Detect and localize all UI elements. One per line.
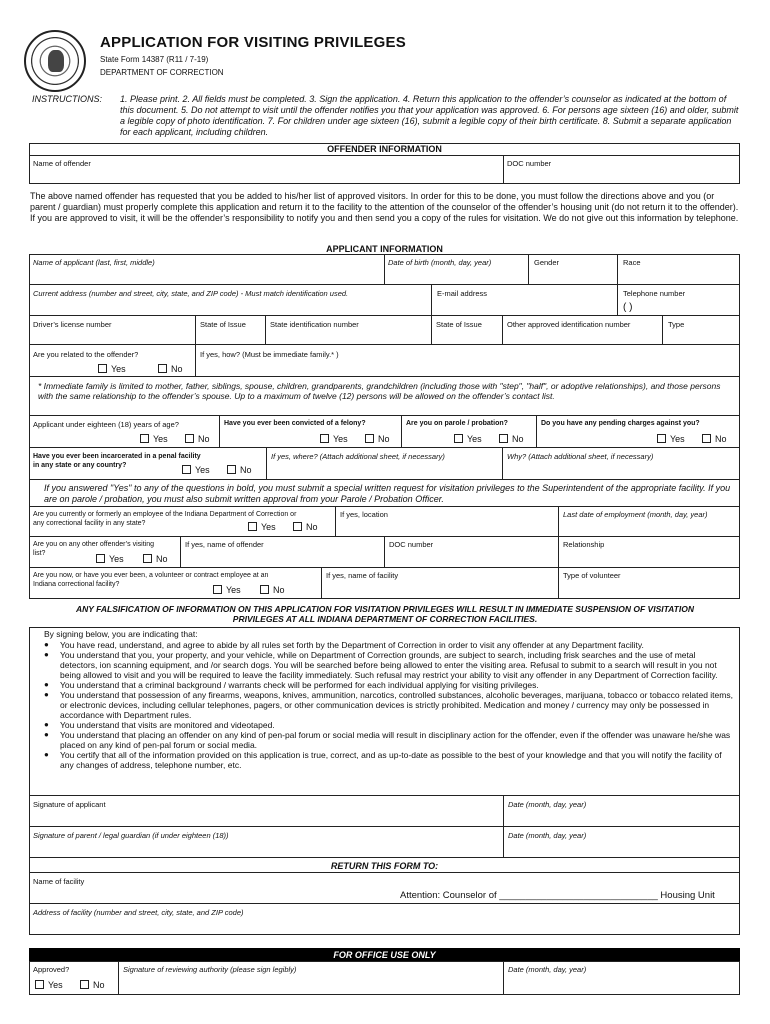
attention-line: Attention: Counselor of ______________________________ Housing Unit <box>400 890 715 901</box>
why-field[interactable] <box>502 447 740 480</box>
agreement-item <box>44 650 734 680</box>
pending-no-checkbox[interactable]: No <box>702 434 727 444</box>
approved-field <box>29 961 119 995</box>
facility-address-field[interactable] <box>29 903 740 935</box>
instructions-text: 1. Please print. 2. All fields must be completed. 3. Sign the application. 4. Return this application to the offender’s counselor as indicated at the bottom of this document. 5. Do not attempt to visit until the offender notifies you that your application was approved. 6. For persons age sixteen (16) and older, submit a legible copy of photo identification. 7. For children under age sixteen (16), submit a legible copy of their birth certificate. 8. Submit a separate application for each applicant, including children. <box>120 94 739 137</box>
pending-field <box>536 415 740 448</box>
dob-field[interactable] <box>384 254 529 285</box>
incarcerated-no-checkbox[interactable]: No <box>227 465 252 475</box>
department: DEPARTMENT OF CORRECTION <box>100 68 224 77</box>
offender-doc-field[interactable] <box>503 155 740 184</box>
agreement-item-text: You have read, understand, and agree to abide by all rules set forth by the Department of Correction in order to visit any offender at any Department facility. <box>60 640 644 650</box>
id-type-label: Type <box>668 320 685 329</box>
other-offender-name-field[interactable] <box>180 536 385 568</box>
approved-no-checkbox[interactable]: No <box>80 980 105 990</box>
bullet-icon: ● <box>44 680 49 689</box>
agreement-item <box>44 680 734 690</box>
parole-label: Are you on parole / probation? <box>406 420 508 427</box>
offender-name-label: Name of offender <box>33 159 91 168</box>
employee-no-checkbox[interactable]: No <box>293 522 318 532</box>
incarcerated-yes-checkbox[interactable]: Yes <box>182 465 210 475</box>
employee-label: Are you currently or formerly an employee of the Indiana Department of Correction or any correctional facility in any state? <box>33 511 297 527</box>
state-seal-icon <box>24 30 86 92</box>
felony-field <box>219 415 402 448</box>
bullet-icon: ● <box>44 650 49 659</box>
employee-location-field[interactable] <box>335 506 559 537</box>
applicant-date-field[interactable] <box>503 795 740 827</box>
applicant-name-label: Name of applicant (last, first, middle) <box>33 258 155 267</box>
address-label: Current address (number and street, city, state, and ZIP code) - Must match identification used. <box>33 289 349 298</box>
authority-signature-field[interactable] <box>118 961 504 995</box>
other-doc-field[interactable] <box>384 536 559 568</box>
applicant-signature-field[interactable] <box>29 795 504 827</box>
other-list-field <box>29 536 181 568</box>
bold-note: If you answered "Yes" to any of the questions in bold, you must submit a special written request for visitation privileges to the Superintendent of the appropriate facility. If you are on parole / probation, you must also submit written approval from your Parole / Probation Officer. <box>44 483 731 504</box>
agreement-item <box>44 730 734 750</box>
other-doc-label: DOC number <box>389 540 434 549</box>
facility-address-label: Address of facility (number and street, city, state, and ZIP code) <box>33 908 244 917</box>
address-field[interactable] <box>29 284 432 316</box>
race-field[interactable] <box>617 254 740 285</box>
under18-label: Applicant under eighteen (18) years of age? <box>33 420 179 429</box>
gender-label: Gender <box>534 258 560 267</box>
applicant-heading: APPLICANT INFORMATION <box>326 244 443 254</box>
bullet-icon: ● <box>44 730 49 739</box>
agreement-item-text: You understand that you, your property, and your vehicle, while on Department of Correction grounds, are subject to search, including frisk searches and the use of metal detectors, ion scanning equipment, and /or search dogs. You will be searched before being allowed to enter the visiting area. Refusal to submit to a search will result in you not being allowed to visit and you will be required to leave the facility immediately. Such refusal may restrict your ability to visit any offender in any Department of Correction facility. <box>60 650 718 680</box>
applicant-date-label: Date (month, day, year) <box>508 800 587 809</box>
incarcerated-label: Have you ever been incarcerated in a penal facility in any state or any country? <box>33 453 201 469</box>
form-number: State Form 14387 (R11 / 7-19) <box>100 55 209 64</box>
phone-field[interactable] <box>617 284 740 316</box>
parent-signature-label: Signature of parent / legal guardian (if under eighteen (18)) <box>33 831 229 840</box>
parole-no-checkbox[interactable]: No <box>499 434 524 444</box>
under18-no-checkbox[interactable]: No <box>185 434 210 444</box>
office-date-field[interactable] <box>503 961 740 995</box>
notice-text: The above named offender has requested that you be added to his/her list of approved visitors. In order for this to be done, you must follow the directions above and you (or parent / guardian) must properly complete this application and return it to the facility to the attention of the counselor of the offender’s housing unit (do not return it to the offender). If you are approved to visit, it will be the offender’s responsibility to notify you and then send you a copy of the rules for visitation. We do not give out this information by telephone. <box>30 191 739 223</box>
dl-state-label: State of Issue <box>200 320 246 329</box>
under18-yes-checkbox[interactable]: Yes <box>140 434 168 444</box>
bold-note-box <box>29 479 740 507</box>
office-date-label: Date (month, day, year) <box>508 965 587 974</box>
bullet-icon: ● <box>44 690 49 699</box>
volunteer-label: Are you now, or have you ever been, a volunteer or contract employee at an Indiana correctional facility? <box>33 572 269 588</box>
felony-yes-checkbox[interactable]: Yes <box>320 434 348 444</box>
approved-yes-checkbox[interactable]: Yes <box>35 980 63 990</box>
parole-yes-checkbox[interactable]: Yes <box>454 434 482 444</box>
other-id-label: Other approved identification number <box>507 320 631 329</box>
where-label: If yes, where? (Attach additional sheet, if necessary) <box>271 452 445 461</box>
offender-doc-label: DOC number <box>507 159 552 168</box>
email-field[interactable] <box>431 284 618 316</box>
volunteer-no-checkbox[interactable]: No <box>260 585 285 595</box>
incarcerated-field <box>29 447 267 480</box>
applicant-name-field[interactable] <box>29 254 385 285</box>
agreement-item-text: You understand that placing an offender on any kind of pen-pal forum or social media will result in disciplinary action for the offender, even if the offender was unaware he/she was placed on any kind of pen-pal forum or social media. <box>60 730 731 750</box>
instructions-label: INSTRUCTIONS: <box>32 94 103 104</box>
agreement-item <box>44 690 734 720</box>
return-heading: RETURN THIS FORM TO: <box>330 861 439 871</box>
volunteer-type-label: Type of volunteer <box>563 571 621 580</box>
facility-name-label: If yes, name of facility <box>326 571 399 580</box>
dl-field[interactable] <box>29 315 196 345</box>
relationship-field[interactable] <box>558 536 740 568</box>
facility-return-label: Name of facility <box>33 877 85 886</box>
race-label: Race <box>623 258 641 267</box>
other-list-label: Are you on any other offender’s visiting list? <box>33 541 155 557</box>
facility-return-field[interactable] <box>29 872 740 904</box>
sid-state-label: State of Issue <box>436 320 482 329</box>
relation-label: If yes, how? (Must be immediate family.* ) <box>200 350 339 359</box>
other-list-no-checkbox[interactable]: No <box>143 554 168 564</box>
employee-yes-checkbox[interactable]: Yes <box>248 522 276 532</box>
dl-state-field[interactable] <box>195 315 266 345</box>
agreement-item-text: You understand that visits are monitored and videotaped. <box>60 720 275 730</box>
felony-no-checkbox[interactable]: No <box>365 434 390 444</box>
parole-field <box>401 415 537 448</box>
under18-field <box>29 415 220 448</box>
parent-signature-field[interactable] <box>29 826 504 858</box>
parent-date-label: Date (month, day, year) <box>508 831 587 840</box>
volunteer-yes-checkbox[interactable]: Yes <box>213 585 241 595</box>
phone-label: Telephone number <box>623 289 686 298</box>
office-heading: FOR OFFICE USE ONLY <box>29 948 740 962</box>
offender-name-field[interactable] <box>29 155 504 184</box>
agreement-item-text: You understand that possession of any firearms, weapons, knives, ammunition, narcotics, controlled substances, alcoholic beverages, marijuana, tobacco or tobacco related items, or electronic devices, including cellular telephones, pagers, or other communication devices is strictly prohibited. Medication and money / currency may only be possessed in accordance with Department rules. <box>60 690 733 720</box>
employee-field <box>29 506 336 537</box>
last-employment-label: Last date of employment (month, day, year) <box>563 510 708 519</box>
dob-label: Date of birth (month, day, year) <box>388 258 492 267</box>
email-label: E-mail address <box>437 289 488 298</box>
related-label: Are you related to the offender? <box>33 350 139 359</box>
parent-date-field[interactable] <box>503 826 740 858</box>
agreement-item <box>44 750 734 770</box>
volunteer-field <box>29 567 322 599</box>
facility-name-field[interactable] <box>321 567 559 599</box>
dl-label: Driver’s license number <box>33 320 112 329</box>
applicant-signature-label: Signature of applicant <box>33 800 106 809</box>
agreement-list <box>44 640 734 770</box>
agreement-intro: By signing below, you are indicating that: <box>44 629 198 639</box>
id-type-field[interactable] <box>662 315 740 345</box>
pending-yes-checkbox[interactable]: Yes <box>657 434 685 444</box>
falsification-warning: ANY FALSIFICATION OF INFORMATION ON THIS APPLICATION FOR VISITATION PRIVILEGES WILL RESULT IN IMMEDIATE SUSPENSION OF VISITATION PRIVILEGES AT ALL INDIANA DEPARTMENT OF CORRECTION FACILITIES. <box>76 604 694 624</box>
other-offender-name-label: If yes, name of offender <box>185 540 264 549</box>
other-list-yes-checkbox[interactable]: Yes <box>96 554 124 564</box>
immediate-family-note: * Immediate family is limited to mother, father, siblings, spouse, children, grandparents, grandchildren (including those with "step", "half", or adoptive relationships), and those persons with the same relationship to the offender’s spouse. Up to a maximum of twelve (12) persons will be allowed on the offender’s contact list. <box>38 381 721 401</box>
immediate-family-note-box <box>29 376 740 416</box>
relationship-label: Relationship <box>563 540 605 549</box>
felony-label: Have you ever been convicted of a felony? <box>224 420 366 427</box>
agreement-item <box>44 640 734 650</box>
pending-label: Do you have any pending charges against you? <box>541 420 700 427</box>
sid-state-field[interactable] <box>431 315 503 345</box>
bullet-icon: ● <box>44 640 49 649</box>
related-yes-checkbox[interactable]: Yes <box>98 364 126 374</box>
phone-format: ( ) <box>623 302 633 313</box>
related-no-checkbox[interactable]: No <box>158 364 183 374</box>
offender-heading: OFFENDER INFORMATION <box>327 144 442 154</box>
volunteer-type-field[interactable] <box>558 567 740 599</box>
where-field[interactable] <box>266 447 503 480</box>
relation-field[interactable] <box>195 344 740 377</box>
agreement-item-text: You understand that a criminal background / warrants check will be performed for each individual applying for visiting privileges. <box>60 680 539 690</box>
employee-location-label: If yes, location <box>340 510 388 519</box>
authority-signature-label: Signature of reviewing authority (please sign legibly) <box>123 965 297 974</box>
sid-label: State identification number <box>270 320 359 329</box>
approved-label: Approved? <box>33 965 70 974</box>
related-field <box>29 344 196 377</box>
gender-field[interactable] <box>528 254 618 285</box>
why-label: Why? (Attach additional sheet, if necessary) <box>507 452 654 461</box>
other-id-field[interactable] <box>502 315 663 345</box>
bullet-icon: ● <box>44 750 49 759</box>
last-employment-field[interactable] <box>558 506 740 537</box>
agreement-item-text: You certify that all of the information provided on this application is true, correct, and as up-to-date as possible to the best of your knowledge and that you will notify the facility of any changes of address, telephone number, etc. <box>60 750 722 770</box>
bullet-icon: ● <box>44 720 49 729</box>
sid-field[interactable] <box>265 315 432 345</box>
form-title: APPLICATION FOR VISITING PRIVILEGES <box>100 34 406 51</box>
agreement-item <box>44 720 734 730</box>
